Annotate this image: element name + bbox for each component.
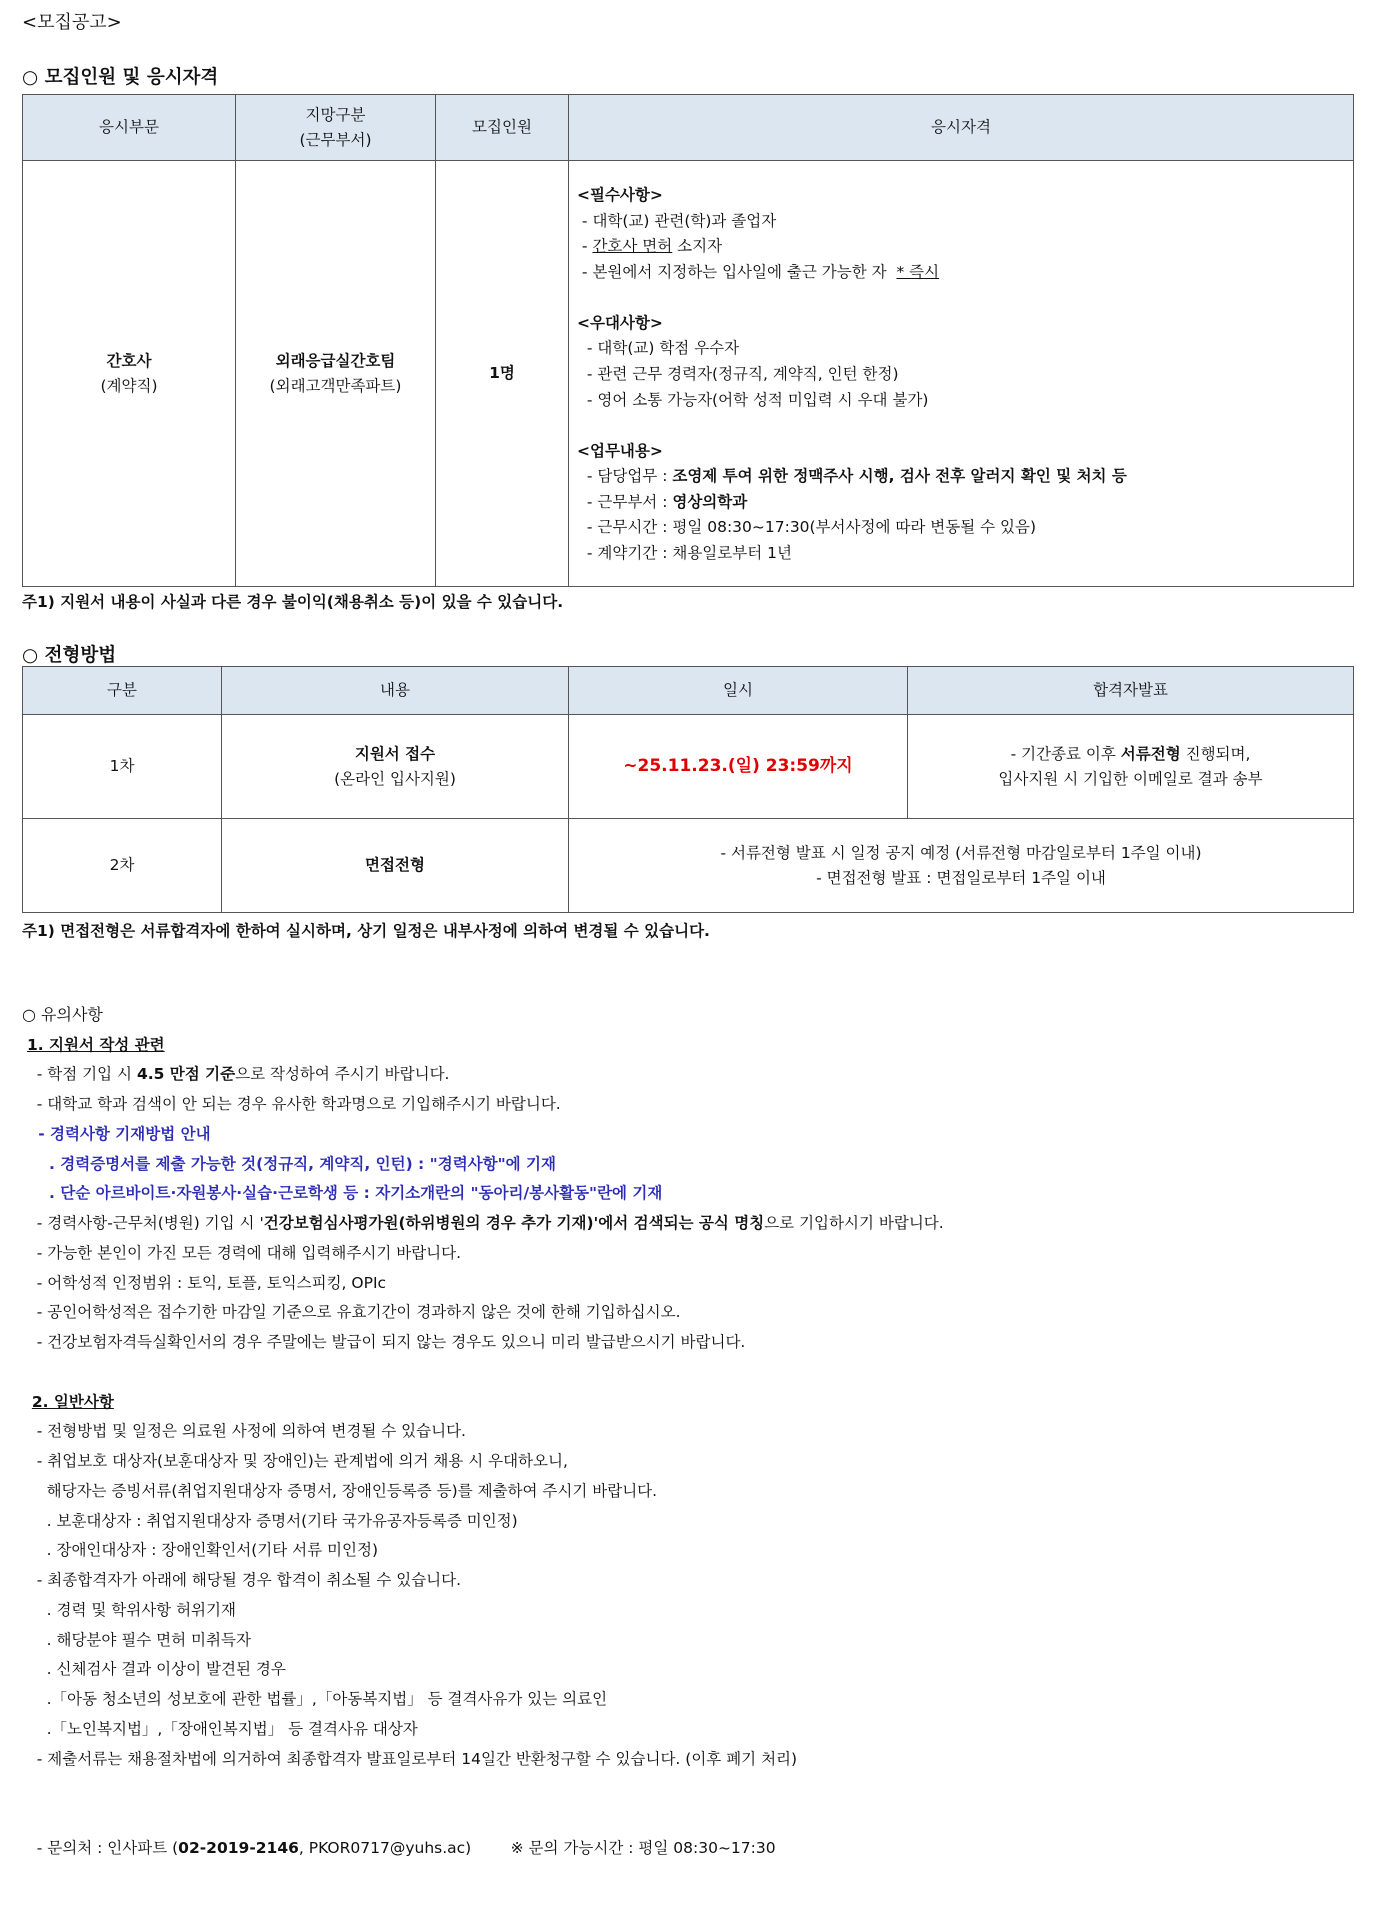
notes-line: - 경력사항-근무처(병원) 기입 시 '건강보험심사평가원(하위병원의 경우 추가 기재)'에서 검색되는 공식 명칭으로 기입하시기 바랍니다.	[22, 1214, 944, 1233]
stage-2-cell: 2차	[23, 819, 222, 913]
stage-2-schedule: - 서류전형 발표 시 일정 공지 예정 (서류전형 마감일로부터 1주일 이내) - 면접전형 발표 : 면접일로부터 1주일 이내	[569, 819, 1354, 913]
col-header-count: 모집인원	[436, 95, 569, 161]
notes-line: - 공인어학성적은 접수기한 마감일 기준으로 유효기간이 경과하지 않은 것에 한해 기입하십시오.	[22, 1303, 681, 1322]
notes-line: - 최종합격자가 아래에 해당될 경우 합격이 취소될 수 있습니다.	[22, 1571, 462, 1590]
contact-line: - 문의처 : 인사파트 (02-2019-2146, PKOR0717@yuhs.ac) ※ 문의 가능시간 : 평일 08:30~17:30	[22, 1838, 776, 1857]
count-cell: 1명	[436, 161, 569, 587]
notice-header: <모집공고>	[22, 12, 122, 33]
positions-note: 주1) 지원서 내용이 사실과 다른 경우 불이익(채용취소 등)이 있을 수 있습니다.	[22, 593, 564, 611]
notes-line: . 단순 아르바이트·자원봉사·실습·근로학생 등 : 자기소개란의 "동아리/봉사활동"란에 기재	[22, 1184, 663, 1203]
notes-section	[22, 1000, 1352, 1864]
notes-line: . 해당분야 필수 면허 미취득자	[22, 1630, 251, 1649]
notes-line: . 보훈대상자 : 취업지원대상자 증명서(기타 국가유공자등록증 미인정)	[22, 1511, 518, 1530]
notes-line: . 장애인대상자 : 장애인확인서(기타 서류 미인정)	[22, 1541, 379, 1560]
qualification-cell: <필수사항> - 대학(교) 관련(학)과 졸업자 - 간호사 면허 소지자 - 본원에서 지정하는 입사일에 출근 가능한 자 * 즉시 <우대사항> - 대학(교) 학점 우수자 - 관련 근무 경력자(정규직, 계약직, 인턴 한정) - 영어 소통 가능자(어학 성적 미입력 시 우대 불가) <업무내용> - 담당업무 : 조영제 투여 위한 정맥주사 시행, 검사 전후 알러지 확인 및 처치 등 - 근무부서 : 영상의학과 - 근무시간 : 평일 08:30~17:30(부서사정에 따라 변동될 수 있음) - 계약기간 : 채용일로부터 1년	[569, 161, 1354, 587]
section-title-positions: ○ 모집인원 및 응시자격	[22, 67, 219, 88]
notes-line: 해당자는 증빙서류(취업지원대상자 증명서, 장애인등록증 등)를 제출하여 주시기 바랍니다.	[22, 1481, 658, 1500]
notes-line: - 건강보험자격득실확인서의 경우 주말에는 발급이 되지 않는 경우도 있으니 미리 발급받으시기 바랍니다.	[22, 1333, 746, 1352]
notes-line: - 학점 기입 시 4.5 만점 기준으로 작성하여 주시기 바랍니다.	[22, 1065, 450, 1084]
notes-line: - 제출서류는 채용절차법에 의거하여 최종합격자 발표일로부터 14일간 반환청구할 수 있습니다. (이후 폐기 처리)	[22, 1749, 798, 1768]
col-header-department: 응시부문	[23, 95, 236, 161]
notes-line: . 신체검사 결과 이상이 발견된 경우	[22, 1660, 286, 1679]
notes-line: . 경력증명서를 제출 가능한 것(정규직, 계약직, 인턴) : "경력사항"에 기재	[22, 1154, 557, 1173]
stage-1-announcement: - 기간종료 이후 서류전형 진행되며, 입사지원 시 기입한 이메일로 결과 송부	[908, 715, 1354, 819]
stage-1-date: ~25.11.23.(일) 23:59까지	[569, 715, 908, 819]
notes-line: - 경력사항 기재방법 안내	[22, 1124, 211, 1143]
stage-1-cell: 1차	[23, 715, 222, 819]
col-header-stage: 구분	[23, 667, 222, 715]
col-header-qualification: 응시자격	[569, 95, 1354, 161]
notes-heading-2: 2. 일반사항	[31, 1392, 114, 1411]
process-table	[22, 666, 1354, 913]
dept-cell: 외래응급실간호팀 (외래고객만족파트)	[236, 161, 436, 587]
notes-title: ○ 유의사항	[22, 1005, 103, 1024]
stage-2-content: 면접전형	[222, 819, 569, 913]
notes-line: . 경력 및 학위사항 허위기재	[22, 1600, 236, 1619]
col-header-date: 일시	[569, 667, 908, 715]
process-note: 주1) 면접전형은 서류합격자에 한하여 실시하며, 상기 일정은 내부사정에 의하여 변경될 수 있습니다.	[22, 922, 710, 940]
section-title-process: ○ 전형방법	[22, 645, 117, 666]
notes-line: - 취업보호 대상자(보훈대상자 및 장애인)는 관계법에 의거 채용 시 우대하오니,	[22, 1452, 568, 1471]
notes-line: .「노인복지법」,「장애인복지법」 등 결격사유 대상자	[22, 1719, 418, 1738]
col-header-content: 내용	[222, 667, 569, 715]
notes-line: - 전형방법 및 일정은 의료원 사정에 의하여 변경될 수 있습니다.	[22, 1422, 466, 1441]
notes-line: - 대학교 학과 검색이 안 되는 경우 유사한 학과명으로 기입해주시기 바랍니다.	[22, 1095, 561, 1114]
col-header-announcement: 합격자발표	[908, 667, 1354, 715]
stage-1-content: 지원서 접수 (온라인 입사지원)	[222, 715, 569, 819]
notes-line: - 어학성적 인정범위 : 토익, 토플, 토익스피킹, OPIc	[22, 1273, 387, 1292]
contact-hours: ※ 문의 가능시간 : 평일 08:30~17:30	[510, 1838, 776, 1857]
notes-heading-1: 1. 지원서 작성 관련	[26, 1035, 165, 1054]
notes-line: .「아동 청소년의 성보호에 관한 법률」,「아동복지법」 등 결격사유가 있는 의료인	[22, 1690, 608, 1709]
col-header-choice: 지망구분 (근무부서)	[236, 95, 436, 161]
position-cell: 간호사 (계약직)	[23, 161, 236, 587]
positions-table	[22, 94, 1354, 587]
notes-line: - 가능한 본인이 가진 모든 경력에 대해 입력해주시기 바랍니다.	[22, 1243, 462, 1262]
